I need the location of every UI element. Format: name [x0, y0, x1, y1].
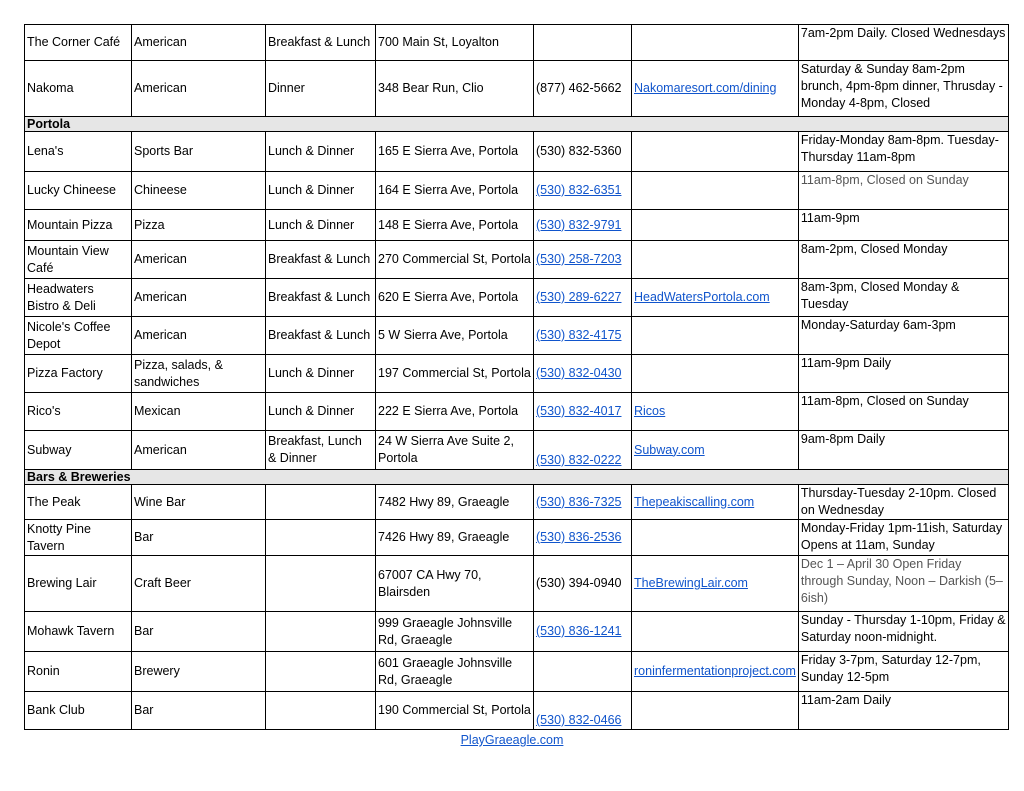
- hours-cell: 11am-8pm, Closed on Sunday: [798, 393, 1008, 431]
- meals-cell: Breakfast, Lunch & Dinner: [266, 431, 376, 470]
- website-link[interactable]: HeadWatersPortola.com: [634, 290, 770, 304]
- venue-name-cell: Nakoma: [25, 61, 132, 117]
- cuisine-cell: Sports Bar: [132, 132, 266, 172]
- table-row: [25, 431, 1009, 470]
- website-link[interactable]: TheBrewingLair.com: [634, 576, 748, 590]
- cuisine-cell: American: [132, 61, 266, 117]
- table-row: [25, 25, 1009, 61]
- table-row: [25, 241, 1009, 279]
- website-cell: [632, 210, 799, 241]
- hours-cell: Saturday & Sunday 8am-2pm brunch, 4pm-8pm dinner, Thrusday -Monday 4-8pm, Closed: [798, 61, 1008, 117]
- phone-cell: [534, 692, 632, 730]
- website-link[interactable]: Ricos: [634, 404, 666, 418]
- cuisine-cell: American: [132, 317, 266, 355]
- phone-cell: [534, 612, 632, 652]
- address-cell: 222 E Sierra Ave, Portola: [376, 393, 534, 431]
- footer: [0, 733, 1024, 747]
- table-row: [25, 61, 1009, 117]
- meals-cell: Breakfast & Lunch: [266, 279, 376, 317]
- address-cell: 700 Main St, Loyalton: [376, 25, 534, 61]
- phone-link[interactable]: (530) 832-6351: [536, 183, 622, 197]
- hours-cell: 8am-3pm, Closed Monday & Tuesday: [798, 279, 1008, 317]
- phone-link[interactable]: (530) 836-1241: [536, 624, 622, 638]
- phone-link[interactable]: (530) 832-9791: [536, 217, 622, 232]
- website-cell: [632, 132, 799, 172]
- phone-link[interactable]: (530) 836-7325: [536, 494, 622, 509]
- meals-cell: [266, 612, 376, 652]
- hours-cell: Friday-Monday 8am-8pm. Tuesday-Thursday 11am-8pm: [798, 132, 1008, 172]
- hours-cell: Sunday - Thursday 1-10pm, Friday & Saturday noon-midnight.: [798, 612, 1008, 652]
- hours-cell: Monday-Friday 1pm-11ish, Saturday Opens at 11am, Sunday: [798, 520, 1008, 556]
- meals-cell: [266, 652, 376, 692]
- meals-cell: Lunch & Dinner: [266, 393, 376, 431]
- address-cell: 601 Graeagle Johnsville Rd, Graeagle: [376, 652, 534, 692]
- cuisine-cell: Wine Bar: [132, 485, 266, 520]
- address-cell: 197 Commercial St, Portola: [376, 355, 534, 393]
- website-cell: [632, 692, 799, 730]
- table-row: [25, 393, 1009, 431]
- venue-name-cell: Lena's: [25, 132, 132, 172]
- venue-name-cell: Headwaters Bistro & Deli: [25, 279, 132, 317]
- phone-cell: [534, 485, 632, 520]
- meals-cell: [266, 556, 376, 612]
- table-row: [25, 612, 1009, 652]
- phone-link[interactable]: (530) 832-4017: [536, 404, 622, 418]
- venue-name-cell: Lucky Chineese: [25, 172, 132, 210]
- venue-name-cell: Nicole's Coffee Depot: [25, 317, 132, 355]
- cuisine-cell: American: [132, 241, 266, 279]
- address-cell: 348 Bear Run, Clio: [376, 61, 534, 117]
- cuisine-cell: Bar: [132, 520, 266, 556]
- meals-cell: Breakfast & Lunch: [266, 25, 376, 61]
- phone-cell: [534, 317, 632, 355]
- venue-name-cell: The Peak: [25, 485, 132, 520]
- address-cell: 270 Commercial St, Portola: [376, 241, 534, 279]
- address-cell: 5 W Sierra Ave, Portola: [376, 317, 534, 355]
- hours-cell: 11am-9pm Daily: [798, 355, 1008, 393]
- address-cell: 164 E Sierra Ave, Portola: [376, 172, 534, 210]
- table-row: [25, 652, 1009, 692]
- hours-cell: 8am-2pm, Closed Monday: [798, 241, 1008, 279]
- phone-cell: (530) 394-0940: [534, 556, 632, 612]
- phone-link[interactable]: (530) 258-7203: [536, 252, 622, 266]
- venue-name-cell: Mountain Pizza: [25, 210, 132, 241]
- phone-cell: [534, 279, 632, 317]
- address-cell: 190 Commercial St, Portola: [376, 692, 534, 730]
- website-cell: [632, 355, 799, 393]
- phone-cell: [534, 172, 632, 210]
- address-cell: 620 E Sierra Ave, Portola: [376, 279, 534, 317]
- table-row: [25, 132, 1009, 172]
- phone-cell: [534, 241, 632, 279]
- phone-cell: [534, 25, 632, 61]
- hours-cell: 9am-8pm Daily: [798, 431, 1008, 470]
- website-cell: [632, 25, 799, 61]
- restaurant-table: [24, 24, 1009, 730]
- venue-name-cell: Bank Club: [25, 692, 132, 730]
- website-cell: [632, 61, 799, 117]
- website-cell: [632, 279, 799, 317]
- website-cell: [632, 485, 799, 520]
- phone-link[interactable]: (530) 836-2536: [536, 530, 622, 544]
- venue-name-cell: Ronin: [25, 652, 132, 692]
- address-cell: 148 E Sierra Ave, Portola: [376, 210, 534, 241]
- website-link[interactable]: Subway.com: [634, 442, 705, 457]
- phone-cell: (530) 832-5360: [534, 132, 632, 172]
- venue-name-cell: Pizza Factory: [25, 355, 132, 393]
- website-cell: [632, 612, 799, 652]
- venue-name-cell: Knotty Pine Tavern: [25, 520, 132, 556]
- meals-cell: [266, 692, 376, 730]
- phone-cell: [534, 393, 632, 431]
- meals-cell: Breakfast & Lunch: [266, 241, 376, 279]
- hours-cell: 11am-2am Daily: [798, 692, 1008, 730]
- hours-cell: Monday-Saturday 6am-3pm: [798, 317, 1008, 355]
- cuisine-cell: Bar: [132, 692, 266, 730]
- hours-cell: 11am-9pm: [798, 210, 1008, 241]
- phone-link[interactable]: (530) 832-4175: [536, 328, 622, 342]
- meals-cell: [266, 485, 376, 520]
- table-row: [25, 692, 1009, 730]
- cuisine-cell: American: [132, 431, 266, 470]
- venue-name-cell: The Corner Café: [25, 25, 132, 61]
- venue-name-cell: Mountain View Café: [25, 241, 132, 279]
- table-row: [25, 210, 1009, 241]
- website-link[interactable]: roninfermentationproject.com: [634, 664, 796, 678]
- website-cell: [632, 520, 799, 556]
- table-row: [25, 317, 1009, 355]
- address-cell: 7426 Hwy 89, Graeagle: [376, 520, 534, 556]
- website-link[interactable]: Nakomaresort.com/dining: [634, 81, 777, 95]
- website-cell: [632, 172, 799, 210]
- address-cell: 7482 Hwy 89, Graeagle: [376, 485, 534, 520]
- cuisine-cell: American: [132, 279, 266, 317]
- meals-cell: Dinner: [266, 61, 376, 117]
- table-row: [25, 485, 1009, 520]
- cuisine-cell: Craft Beer: [132, 556, 266, 612]
- phone-link[interactable]: (530) 289-6227: [536, 290, 622, 304]
- meals-cell: Lunch & Dinner: [266, 355, 376, 393]
- section-title: Bars & Breweries: [25, 470, 1009, 485]
- hours-cell: 11am-8pm, Closed on Sunday: [798, 172, 1008, 210]
- venue-name-cell: Brewing Lair: [25, 556, 132, 612]
- meals-cell: Lunch & Dinner: [266, 172, 376, 210]
- address-cell: 24 W Sierra Ave Suite 2, Portola: [376, 431, 534, 470]
- phone-cell: [534, 355, 632, 393]
- table-row: [25, 279, 1009, 317]
- phone-link[interactable]: (530) 832-0430: [536, 366, 622, 380]
- website-link[interactable]: Thepeakiscalling.com: [634, 494, 755, 509]
- meals-cell: [266, 520, 376, 556]
- table-row: [25, 556, 1009, 612]
- venue-name-cell: Mohawk Tavern: [25, 612, 132, 652]
- hours-cell: 7am-2pm Daily. Closed Wednesdays: [798, 25, 1008, 61]
- hours-cell: Friday 3-7pm, Saturday 12-7pm, Sunday 12-5pm: [798, 652, 1008, 692]
- website-cell: [632, 241, 799, 279]
- section-header-row: [25, 117, 1009, 132]
- meals-cell: Lunch & Dinner: [266, 210, 376, 241]
- table-row: [25, 520, 1009, 556]
- section-header-row: [25, 470, 1009, 485]
- website-cell: [632, 393, 799, 431]
- cuisine-cell: Pizza: [132, 210, 266, 241]
- table-row: [25, 355, 1009, 393]
- phone-cell: [534, 520, 632, 556]
- cuisine-cell: Bar: [132, 612, 266, 652]
- phone-link[interactable]: (530) 832-0222: [536, 453, 622, 467]
- phone-cell: [534, 652, 632, 692]
- cuisine-cell: American: [132, 25, 266, 61]
- website-cell: [632, 652, 799, 692]
- cuisine-cell: Pizza, salads, & sandwiches: [132, 355, 266, 393]
- cuisine-cell: Brewery: [132, 652, 266, 692]
- website-cell: [632, 431, 799, 470]
- meals-cell: Lunch & Dinner: [266, 132, 376, 172]
- address-cell: 165 E Sierra Ave, Portola: [376, 132, 534, 172]
- section-title: Portola: [25, 117, 1009, 132]
- phone-cell: (877) 462-5662: [534, 61, 632, 117]
- website-cell: [632, 317, 799, 355]
- venue-name-cell: Subway: [25, 431, 132, 470]
- cuisine-cell: Chineese: [132, 172, 266, 210]
- venue-name-cell: Rico's: [25, 393, 132, 431]
- hours-cell: Dec 1 – April 30 Open Friday through Sunday, Noon – Darkish (5–6ish): [798, 556, 1008, 612]
- cuisine-cell: Mexican: [132, 393, 266, 431]
- phone-cell: [534, 431, 632, 470]
- hours-cell: Thursday-Tuesday 2-10pm. Closed on Wednesday: [798, 485, 1008, 520]
- address-cell: 999 Graeagle Johnsville Rd, Graeagle: [376, 612, 534, 652]
- phone-cell: [534, 210, 632, 241]
- table-row: [25, 172, 1009, 210]
- website-cell: [632, 556, 799, 612]
- phone-link[interactable]: (530) 832-0466: [536, 713, 622, 727]
- footer-link[interactable]: PlayGraeagle.com: [460, 733, 564, 747]
- meals-cell: Breakfast & Lunch: [266, 317, 376, 355]
- address-cell: 67007 CA Hwy 70, Blairsden: [376, 556, 534, 612]
